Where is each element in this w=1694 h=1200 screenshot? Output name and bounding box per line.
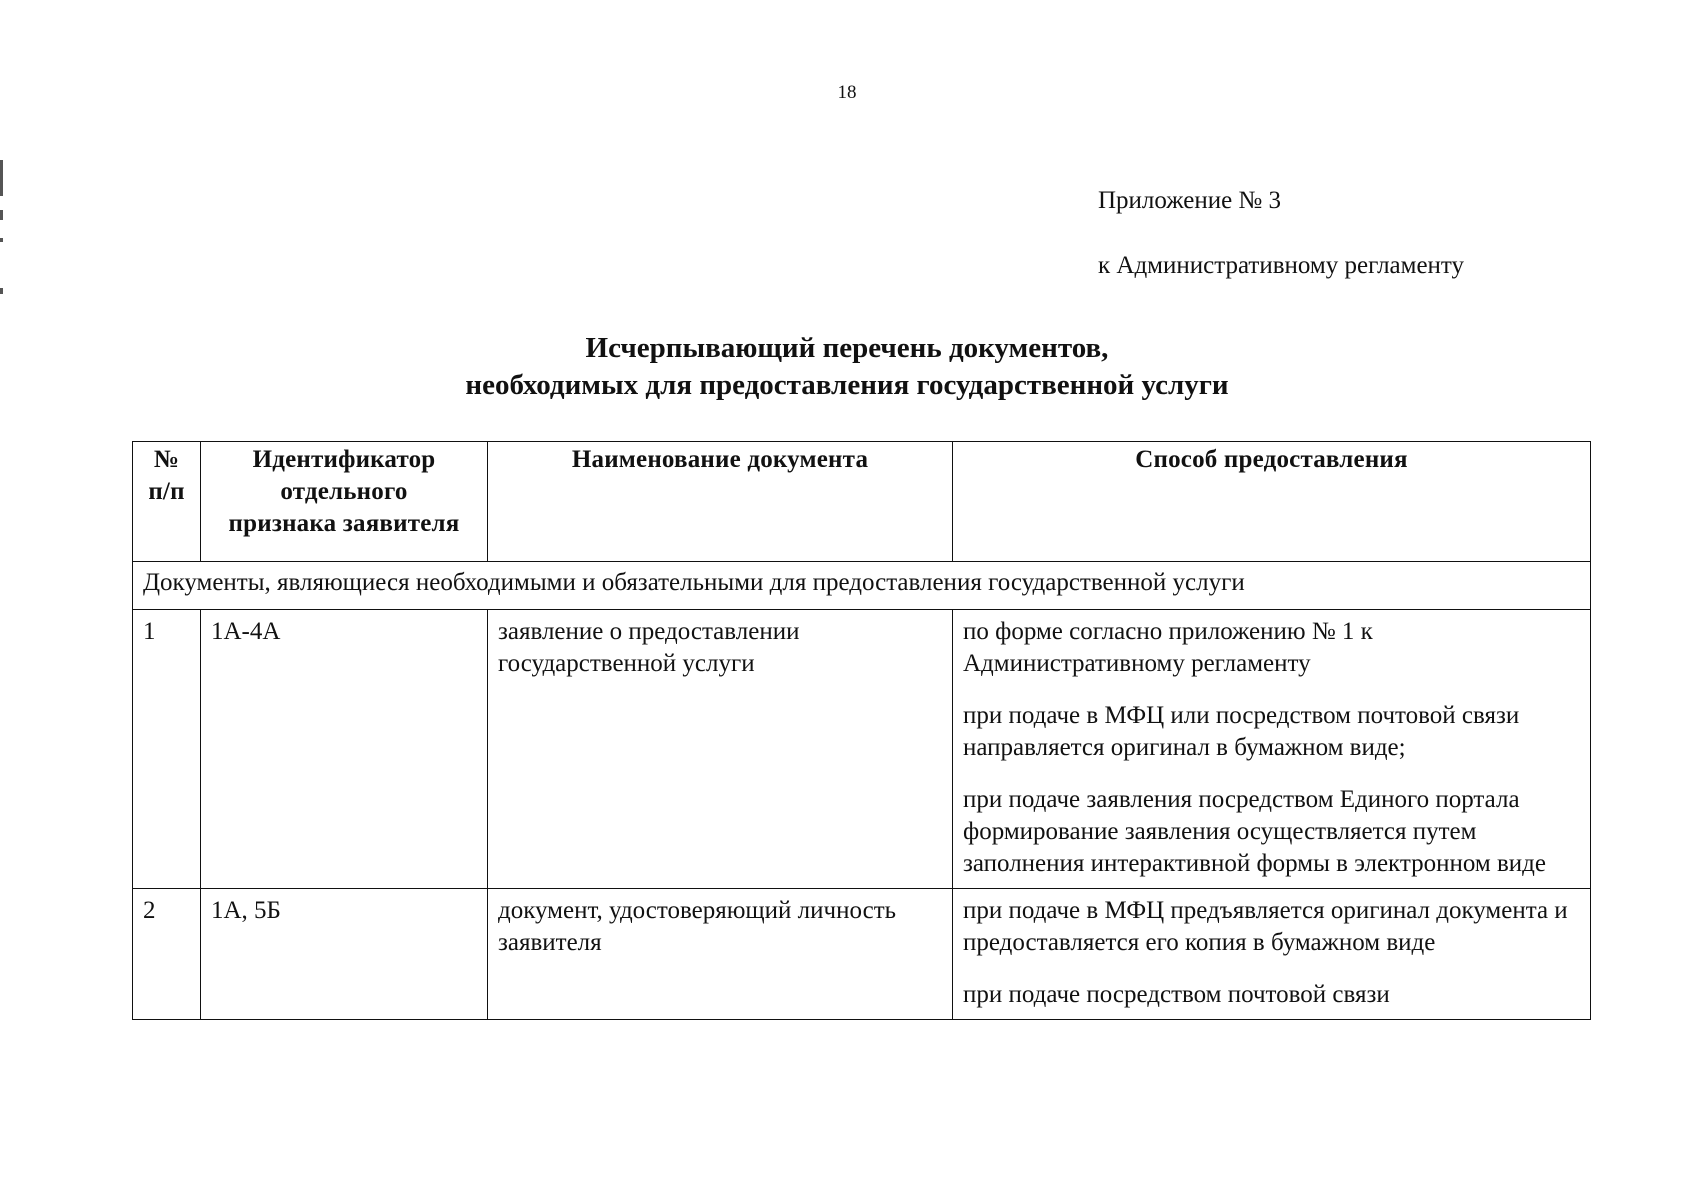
header-identifier <box>201 442 488 562</box>
scan-edge-marks <box>0 160 3 300</box>
annex-number: Приложение № 3 <box>1098 187 1282 214</box>
row-document-name: документ, удостоверяющий личность заявителя <box>488 889 953 1020</box>
header-identifier-line-3: признака заявителя <box>228 510 460 537</box>
method-paragraph: при подаче заявления посредством Единого портала формирование заявления осуществляется путем заполнения интерактивной формы в электронном виде <box>963 786 1546 877</box>
documents-table <box>132 441 1591 1020</box>
header-number-line-1: № <box>153 446 180 473</box>
method-paragraph: при подаче в МФЦ предъявляется оригинал документа и предоставляется его копия в бумажном виде <box>963 897 1568 956</box>
header-method: Способ предоставления <box>953 442 1591 562</box>
row-identifier: 1А-4А <box>201 610 488 889</box>
table-header-row <box>133 442 1591 562</box>
header-identifier-line-2: отдельного <box>280 478 408 505</box>
document-title <box>0 330 1694 404</box>
row-identifier: 1А, 5Б <box>201 889 488 1020</box>
method-paragraph: по форме согласно приложению № 1 к Административному регламенту <box>963 618 1373 677</box>
row-number: 1 <box>133 610 201 889</box>
row-method <box>953 610 1591 889</box>
page-number: 18 <box>837 82 857 103</box>
row-document-name: заявление о предоставлении государственной услуги <box>488 610 953 889</box>
header-identifier-line-1: Идентификатор <box>252 446 436 473</box>
annex-reference: к Административному регламенту <box>1098 252 1465 279</box>
header-document-name: Наименование документа <box>488 442 953 562</box>
section-row <box>133 562 1591 610</box>
header-number-line-2: п/п <box>148 478 185 505</box>
title-line-2: необходимых для предоставления государственной услуги <box>465 369 1229 401</box>
table-row <box>133 610 1591 889</box>
section-heading: Документы, являющиеся необходимыми и обязательными для предоставления государственной услуги <box>133 562 1591 610</box>
table-row <box>133 889 1591 1020</box>
row-method <box>953 889 1591 1020</box>
header-number <box>133 442 201 562</box>
title-line-1: Исчерпывающий перечень документов, <box>585 332 1109 364</box>
row-number: 2 <box>133 889 201 1020</box>
method-paragraph: при подаче в МФЦ или посредством почтовой связи направляется оригинал в бумажном виде; <box>963 702 1520 761</box>
method-paragraph: при подаче посредством почтовой связи <box>963 981 1390 1008</box>
